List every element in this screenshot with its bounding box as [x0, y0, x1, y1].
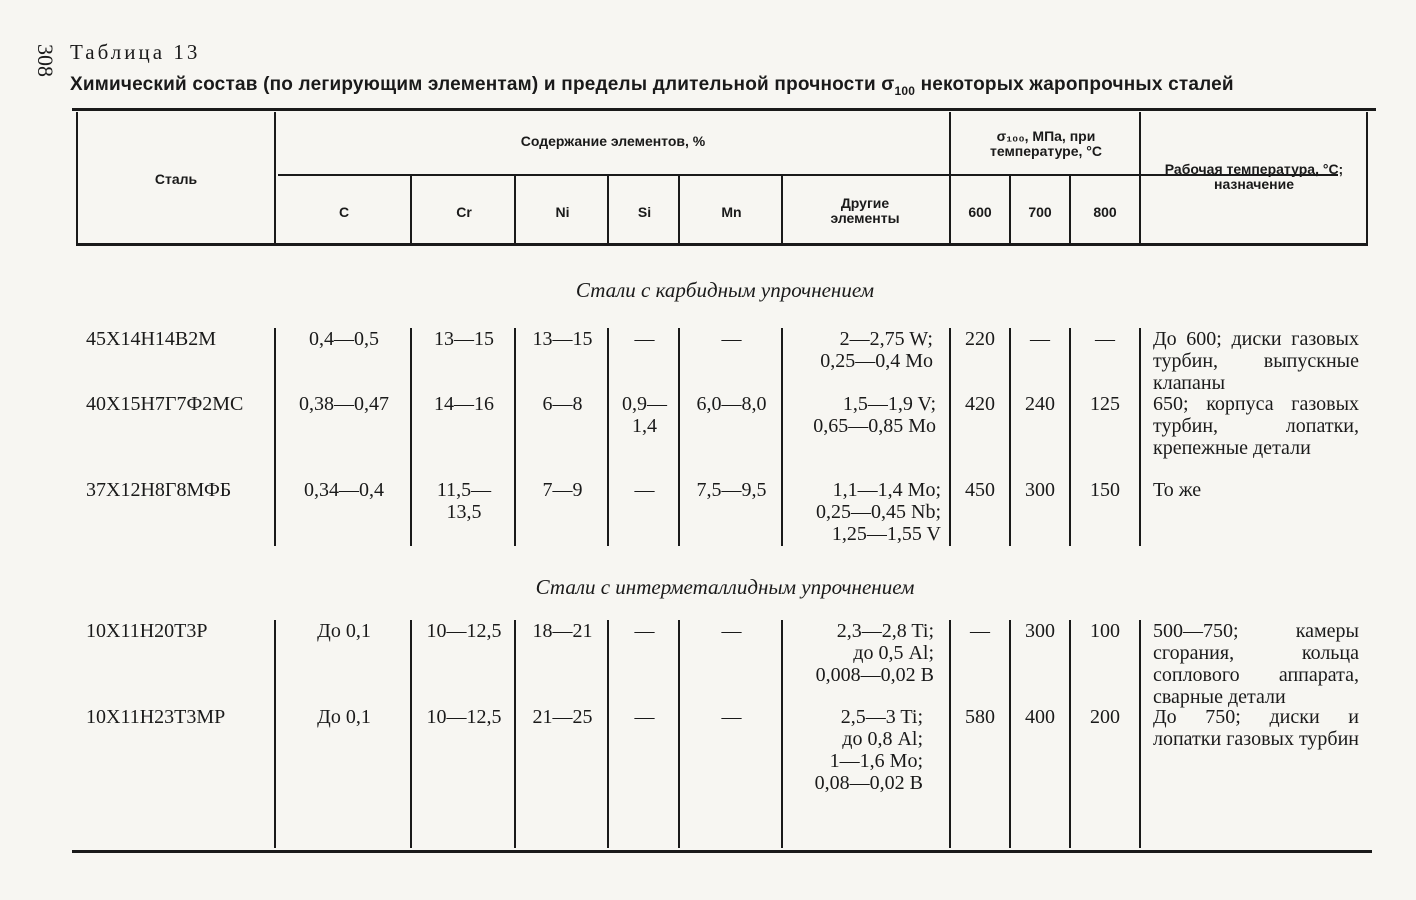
- header-ni: Ni: [555, 204, 570, 220]
- body-divider-mn-1: [781, 328, 783, 546]
- header-divider-steel: [274, 112, 276, 244]
- body-divider-mn-2: [781, 620, 783, 848]
- cell-other-line: 0,25—0,4 Mo: [820, 350, 933, 372]
- header-composition: Содержание элементов, %: [520, 133, 706, 149]
- cell-mn: 6,0—8,0: [696, 393, 767, 415]
- cell-mn: —: [721, 706, 742, 728]
- cell-other-line: до 0,5 Al;: [853, 642, 934, 664]
- table-label: Таблица 13: [70, 40, 201, 64]
- cell-si: —: [634, 479, 655, 501]
- cell-cr: [414, 479, 514, 523]
- header-mn: Mn: [721, 204, 742, 220]
- caption-suffix: некоторых жаропрочных сталей: [915, 74, 1234, 95]
- cell-c: 0,4—0,5: [309, 328, 379, 350]
- cell-other-line: 1,1—1,4 Mo;: [832, 479, 941, 501]
- table-caption: [70, 74, 1380, 98]
- cell-other: [785, 479, 941, 545]
- header-divider-si: [678, 176, 680, 244]
- body-divider-steel-1: [274, 328, 276, 546]
- cell-t800: 100: [1090, 620, 1120, 642]
- cell-si: —: [634, 620, 655, 642]
- cell-c: До 0,1: [317, 706, 371, 728]
- cell-steel: 10Х11Н23Т3МР: [86, 706, 226, 728]
- cell-ni: 18—21: [532, 620, 593, 642]
- cell-ni: 7—9: [542, 479, 583, 501]
- cell-c: 0,38—0,47: [299, 393, 389, 415]
- cell-t600: 220: [965, 328, 995, 350]
- cell-purpose: До 750; диски и лопатки газовых турбин: [1153, 706, 1360, 750]
- header-bottom-rule: [76, 243, 1368, 246]
- header-si: Si: [637, 204, 652, 220]
- cell-t600: 420: [965, 393, 995, 415]
- cell-other: [785, 328, 933, 372]
- cell-other: [785, 393, 936, 437]
- header-other: Другие элементы: [830, 195, 900, 226]
- cell-si: —: [634, 328, 655, 350]
- cell-t700: 300: [1025, 479, 1055, 501]
- cell-mn: —: [721, 328, 742, 350]
- cell-t600: 580: [965, 706, 995, 728]
- body-divider-600-2: [1009, 620, 1011, 848]
- table-bottom-rule: [72, 850, 1372, 853]
- header-cr: Cr: [456, 204, 472, 220]
- header-800: 800: [1093, 204, 1117, 220]
- body-divider-other-2: [949, 620, 951, 848]
- table-left-border: [76, 112, 78, 244]
- header-700: 700: [1028, 204, 1052, 220]
- header-divider-c: [410, 176, 412, 244]
- cell-t800: 125: [1090, 393, 1120, 415]
- header-steel: Сталь: [154, 171, 198, 187]
- body-divider-ni-2: [607, 620, 609, 848]
- cell-other-line: 0,08—0,02 B: [814, 772, 923, 794]
- body-divider-600-1: [1009, 328, 1011, 546]
- body-divider-cr-2: [514, 620, 516, 848]
- cell-other-line: 1,5—1,9 V;: [842, 393, 936, 415]
- cell-mn: —: [721, 620, 742, 642]
- cell-t700: —: [1030, 328, 1050, 350]
- cell-ni: 21—25: [532, 706, 593, 728]
- body-divider-c-1: [410, 328, 412, 546]
- cell-t600: —: [970, 620, 990, 642]
- table-top-rule: [72, 108, 1376, 111]
- body-divider-ni-1: [607, 328, 609, 546]
- cell-ni: 6—8: [542, 393, 583, 415]
- cell-t700: 240: [1025, 393, 1055, 415]
- cell-si: [611, 393, 678, 437]
- header-divider-mn: [781, 176, 783, 244]
- header-divider-other: [949, 112, 951, 244]
- cell-si: —: [634, 706, 655, 728]
- cell-other-line: 1,25—1,55 V: [831, 523, 941, 545]
- body-divider-800-1: [1139, 328, 1141, 546]
- section-title-carbide: Стали с карбидным упрочнением: [575, 278, 875, 302]
- cell-other-line: до 0,8 Al;: [842, 728, 923, 750]
- cell-c: До 0,1: [317, 620, 371, 642]
- body-divider-cr-1: [514, 328, 516, 546]
- caption-subscript: 100: [894, 83, 916, 98]
- cell-t600: 450: [965, 479, 995, 501]
- header-purpose: Рабочая температура, °С; назначение: [1164, 161, 1344, 192]
- cell-other-line: 1—1,6 Mo;: [829, 750, 923, 772]
- cell-steel: 45Х14Н14В2М: [86, 328, 217, 350]
- cell-si-line: 0,9—: [622, 393, 667, 415]
- cell-steel: 10Х11Н20Т3Р: [86, 620, 208, 642]
- header-strength: σ₁₀₀, МПа, при температуре, °С: [989, 128, 1103, 159]
- cell-mn: 7,5—9,5: [696, 479, 767, 501]
- cell-purpose: 500—750; камеры сгорания, кольца соплового аппарата, сварные детали: [1153, 620, 1359, 708]
- cell-t800: 150: [1090, 479, 1120, 501]
- cell-si-line: 1,4: [632, 415, 657, 437]
- header-divider-800: [1139, 112, 1141, 244]
- cell-other: [785, 706, 923, 794]
- cell-other-line: 0,008—0,02 B: [815, 664, 934, 686]
- section-title-intermetallic: Стали с интерметаллидным упрочнением: [535, 575, 915, 599]
- cell-other-line: 2—2,75 W;: [839, 328, 933, 350]
- body-divider-700-2: [1069, 620, 1071, 848]
- body-divider-steel-2: [274, 620, 276, 848]
- cell-ni: 13—15: [532, 328, 593, 350]
- cell-steel: 40Х15Н7Г7Ф2МС: [86, 393, 244, 415]
- page-number: 308: [33, 44, 58, 77]
- cell-t800: —: [1095, 328, 1115, 350]
- cell-t700: 300: [1025, 620, 1055, 642]
- cell-t700: 400: [1025, 706, 1055, 728]
- cell-purpose: 650; корпуса газовых турбин, лопатки, крепежные детали: [1153, 393, 1359, 459]
- body-divider-si-2: [678, 620, 680, 848]
- caption-prefix: Химический состав (по легирующим элементам) и пределы длительной прочности σ: [70, 74, 895, 95]
- cell-cr: 10—12,5: [426, 706, 502, 728]
- header-600: 600: [968, 204, 992, 220]
- cell-other-line: 0,25—0,45 Nb;: [816, 501, 941, 523]
- cell-t800: 200: [1090, 706, 1120, 728]
- cell-cr: 14—16: [434, 393, 494, 415]
- header-c: C: [338, 204, 350, 220]
- cell-cr: 10—12,5: [426, 620, 502, 642]
- cell-other-line: 0,65—0,85 Mo: [813, 415, 936, 437]
- cell-c: 0,34—0,4: [304, 479, 384, 501]
- header-divider-cr: [514, 176, 516, 244]
- cell-other-line: 2,3—2,8 Ti;: [836, 620, 934, 642]
- cell-other-line: 2,5—3 Ti;: [840, 706, 923, 728]
- body-divider-si-1: [678, 328, 680, 546]
- cell-purpose: До 600; диски газовых турбин, выпускные клапаны: [1153, 328, 1359, 394]
- cell-cr: 13—15: [434, 328, 494, 350]
- body-divider-c-2: [410, 620, 412, 848]
- header-divider-ni: [607, 176, 609, 244]
- table-right-border: [1366, 112, 1368, 244]
- body-divider-other-1: [949, 328, 951, 546]
- cell-cr-line: 13,5: [446, 501, 482, 523]
- cell-steel: 37Х12Н8Г8МФБ: [86, 479, 232, 501]
- cell-cr-line: 11,5—: [436, 479, 492, 501]
- body-divider-700-1: [1069, 328, 1071, 546]
- cell-purpose: То же: [1153, 479, 1202, 501]
- cell-other: [785, 620, 934, 686]
- body-divider-800-2: [1139, 620, 1141, 848]
